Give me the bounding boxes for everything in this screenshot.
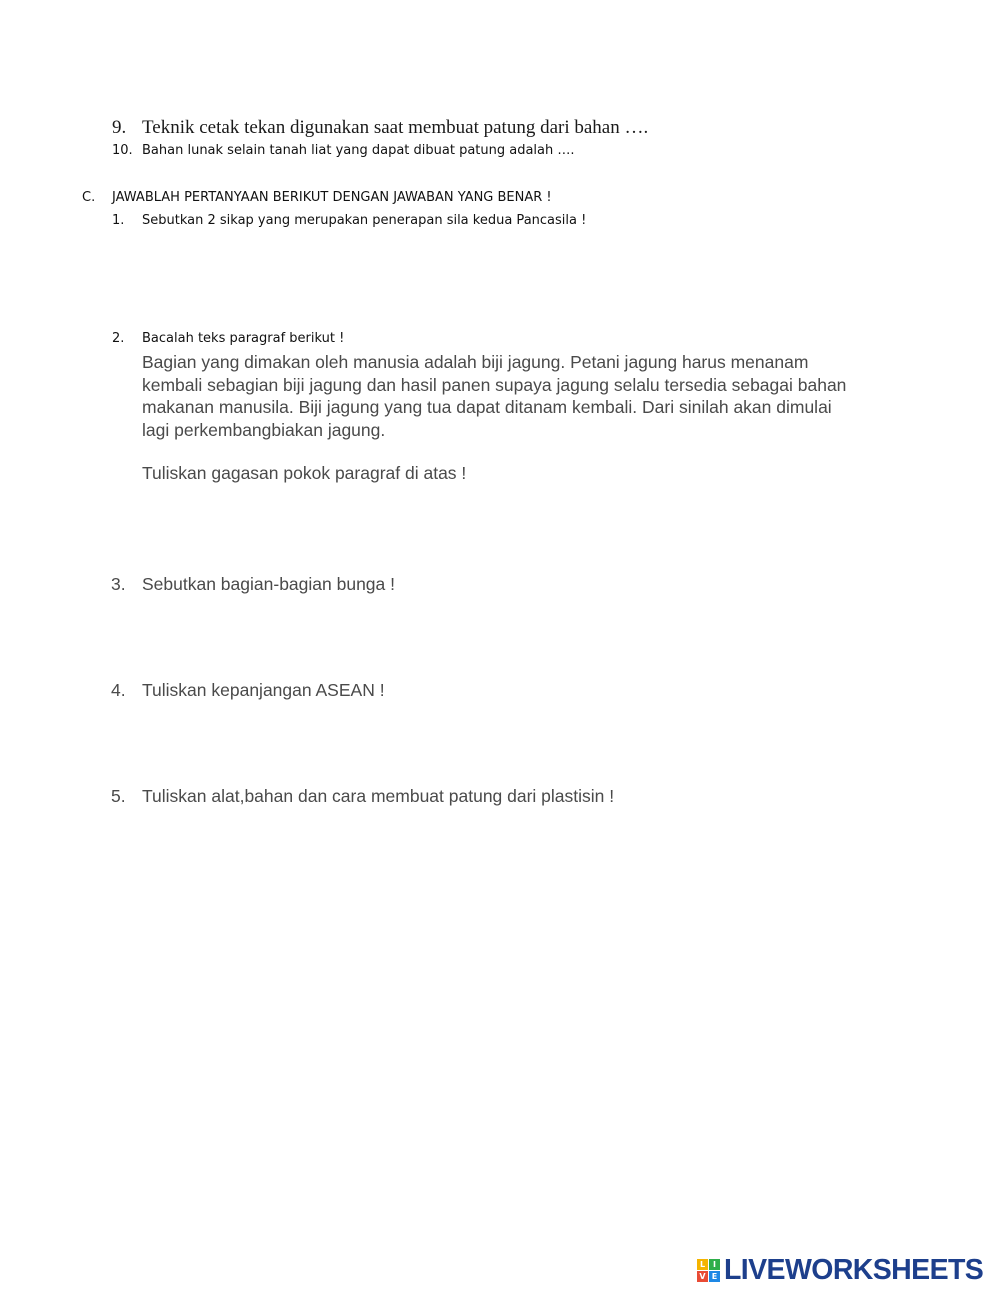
logo-square: V [697,1271,708,1282]
question-number: 5. [111,786,126,806]
logo-square: E [709,1271,720,1282]
question-text: Sebutkan 2 sikap yang merupakan penerapan sila kedua Pancasila ! [142,213,587,228]
question-text: Sebutkan bagian-bagian bunga ! [142,574,395,594]
logo-square: L [697,1259,708,1270]
paragraph-line: Bagian yang dimakan oleh manusia adalah biji jagung. Petani jagung harus menanam [142,352,809,372]
reading-paragraph [142,351,882,442]
paragraph-line: makanan manusila. Biji jagung yang tua dapat ditanam kembali. Dari sinilah akan dimulai [142,397,832,418]
section-letter: C. [82,190,96,205]
question-number: 2. [112,331,125,346]
paragraph-line: lagi perkembangbiakan jagung. [142,420,386,441]
question-number: 1. [112,213,125,228]
question-number: 9. [112,117,127,138]
paragraph-line: kembali sebagian biji jagung dan hasil panen supaya jagung selalu tersedia sebagai bahan [142,374,847,395]
paragraph-prompt: Tuliskan gagasan pokok paragraf di atas ! [142,463,467,483]
liveworksheets-logo[interactable] [697,1255,983,1285]
question-text: Bacalah teks paragraf berikut ! [142,331,345,346]
question-number: 10. [112,143,133,158]
section-title: JAWABLAH PERTANYAAN BERIKUT DENGAN JAWABAN YANG BENAR ! [112,190,552,205]
logo-square: I [709,1259,720,1270]
question-text: Bahan lunak selain tanah liat yang dapat dibuat patung adalah …. [142,143,575,158]
question-number: 4. [111,680,126,700]
question-text: Teknik cetak tekan digunakan saat membuat patung dari bahan …. [142,117,649,138]
logo-text: LIVEWORKSHEETS [724,1253,984,1286]
question-number: 3. [111,574,126,594]
question-text: Tuliskan kepanjangan ASEAN ! [142,680,385,700]
question-text: Tuliskan alat,bahan dan cara membuat patung dari plastisin ! [142,786,615,806]
logo-icon [697,1259,720,1282]
